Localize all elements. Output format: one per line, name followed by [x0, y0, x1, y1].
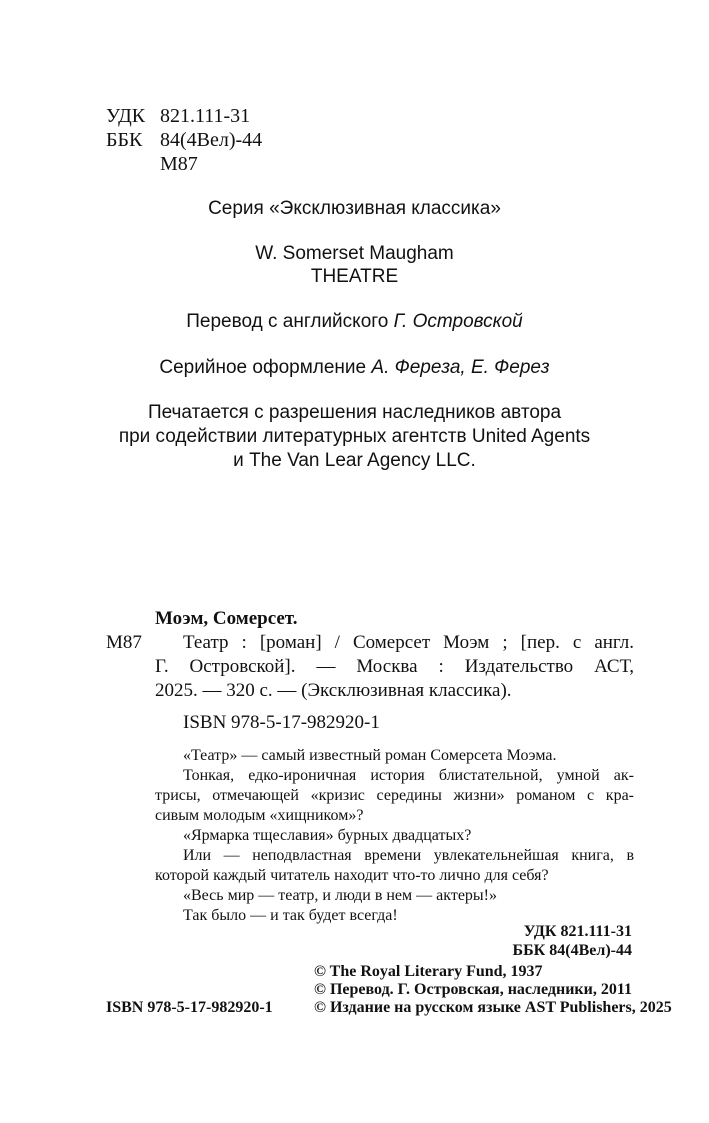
- copyright-line-1: © The Royal Literary Fund, 1937: [314, 963, 543, 980]
- udk-value: 821.111-31: [160, 105, 251, 127]
- annotation-line-3: трисы, отмечающей «кризис середины жизни» романом с кра-: [155, 787, 634, 804]
- annotation-line-4: сивым молодым «хищником»?: [155, 807, 364, 824]
- series-line: Серия «Эксклюзивная классика»: [208, 198, 501, 219]
- annotation-line-7: которой каждый читатель находит что-то лично для себя?: [155, 867, 549, 884]
- translation-prefix: Перевод с английского: [186, 311, 389, 332]
- annotation-line-6: Или — неподвластная времени увлекательнейшая книга, в: [183, 847, 634, 864]
- bbk-value: 84(4Вел)-44: [160, 129, 263, 151]
- catalog-record-line-1: Театр : [роман] / Сомерсет Моэм ; [пер. с англ.: [183, 632, 634, 653]
- catalog-author-heading: Моэм, Сомерсет.: [155, 608, 298, 629]
- copyright-line-3: © Издание на русском языке AST Publishers, 2025: [314, 999, 672, 1016]
- catalog-record-line-2: Г. Островской]. — Москва : Издательство АСТ,: [155, 656, 634, 677]
- permission-line-3: и The Van Lear Agency LLC.: [233, 450, 476, 471]
- bbk-label: ББК: [106, 129, 143, 151]
- catalog-isbn: ISBN 978-5-17-982920-1: [183, 712, 380, 733]
- translation-credit: [0, 310, 709, 334]
- designer-names: А. Фереза, Е. Ферез: [371, 357, 550, 378]
- permission-line-2: при содействии литературных агентств United Agents: [118, 426, 591, 447]
- annotation-line-2: Тонкая, едко-ироничная история блистательной, умной ак-: [183, 767, 634, 784]
- bottom-udk: УДК 821.111-31: [523, 923, 632, 940]
- annotation-line-5: «Ярмарка тщеславия» бурных двадцатых?: [183, 827, 472, 844]
- design-prefix: Серийное оформление: [159, 357, 367, 378]
- translator-name: Г. Островской: [393, 311, 523, 332]
- annotation-line-9: Так было — и так будет всегда!: [183, 907, 398, 924]
- original-author: W. Somerset Maugham: [255, 243, 454, 264]
- design-credit: [0, 356, 709, 380]
- udk-label: УДК: [106, 105, 146, 127]
- annotation-line-1: «Театр» — самый известный роман Сомерсета Моэма.: [183, 747, 557, 764]
- catalog-record-line-3: 2025. — 320 с. — (Эксклюзивная классика).: [155, 680, 512, 701]
- catalog-mark: М87: [106, 632, 142, 653]
- bottom-bbk: ББК 84(4Вел)-44: [512, 942, 632, 959]
- copyright-line-2: © Перевод. Г. Островская, наследники, 2011: [314, 981, 632, 998]
- annotation-line-8: «Весь мир — театр, и люди в нем — актеры!»: [183, 887, 497, 904]
- original-title: THEATRE: [310, 266, 399, 287]
- bottom-isbn: ISBN 978-5-17-982920-1: [106, 999, 273, 1016]
- author-mark: М87: [160, 153, 198, 175]
- permission-line-1: Печатается с разрешения наследников автора: [147, 402, 562, 423]
